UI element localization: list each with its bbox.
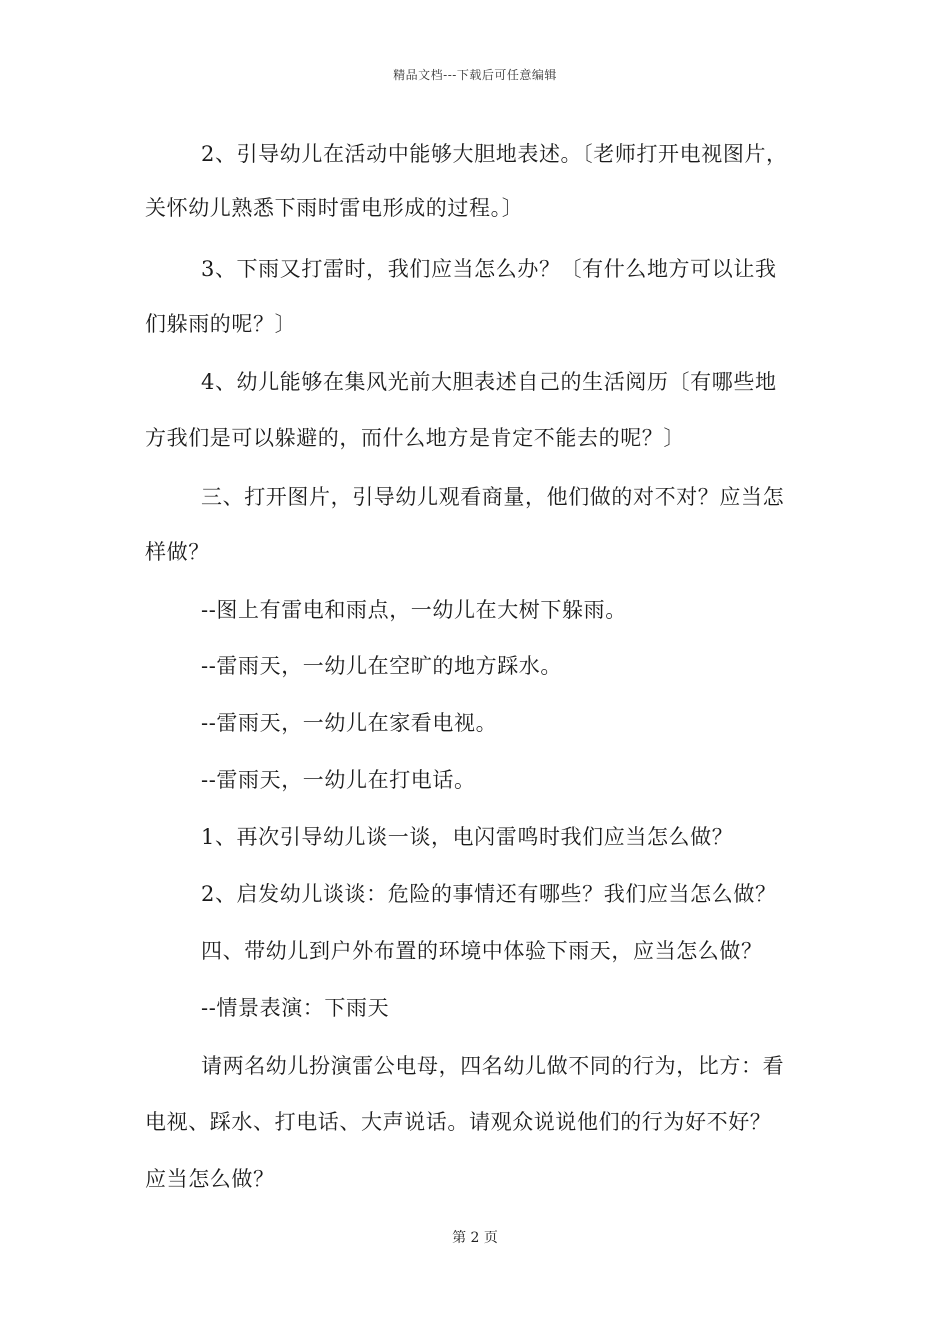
paragraph-4-line-1: 三、打开图片，引导幼儿观看商量，他们做的对不对？应当怎 [201, 485, 785, 509]
paragraph-4-line-2: 样做？ [145, 540, 210, 564]
page-number: 第 2 页 [452, 1230, 498, 1246]
page-header: 精品文档---下载后可任意编辑 [393, 68, 557, 82]
paragraph-2-line-1: 3、下雨又打雷时，我们应当怎么办？〔有什么地方可以让我 [201, 257, 777, 281]
paragraph-8: --雷雨天，一幼儿在打电话。 [201, 768, 476, 792]
paragraph-12: --情景表演：下雨天 [201, 996, 390, 1020]
paragraph-1-line-1: 2、引导幼儿在活动中能够大胆地表述。〔老师打开电视图片， [201, 142, 788, 166]
paragraph-7: --雷雨天，一幼儿在家看电视。 [201, 711, 498, 735]
paragraph-6: --雷雨天，一幼儿在空旷的地方踩水。 [201, 654, 562, 678]
paragraph-1-line-2: 关怀幼儿熟悉下雨时雷电形成的过程。〕 [145, 196, 524, 220]
paragraph-11: 四、带幼儿到户外布置的环境中体验下雨天，应当怎么做？ [201, 939, 763, 963]
paragraph-5: --图上有雷电和雨点，一幼儿在大树下躲雨。 [201, 598, 627, 622]
paragraph-13-line-2: 电视、踩水、打电话、大声说话。请观众说说他们的行为好不好？ [145, 1110, 772, 1134]
paragraph-3-line-1: 4、幼儿能够在集风光前大胆表述自己的生活阅历〔有哪些地 [201, 370, 777, 394]
paragraph-9: 1、再次引导幼儿谈一谈，电闪雷鸣时我们应当怎么做？ [201, 825, 734, 849]
paragraph-13-line-3: 应当怎么做？ [145, 1167, 275, 1191]
paragraph-2-line-2: 们躲雨的呢？〕 [145, 312, 297, 336]
paragraph-10: 2、启发幼儿谈谈：危险的事情还有哪些？我们应当怎么做？ [201, 882, 777, 906]
paragraph-13-line-1: 请两名幼儿扮演雷公电母，四名幼儿做不同的行为，比方：看 [201, 1054, 785, 1078]
paragraph-3-line-2: 方我们是可以躲避的，而什么地方是肯定不能去的呢？〕 [145, 426, 685, 450]
